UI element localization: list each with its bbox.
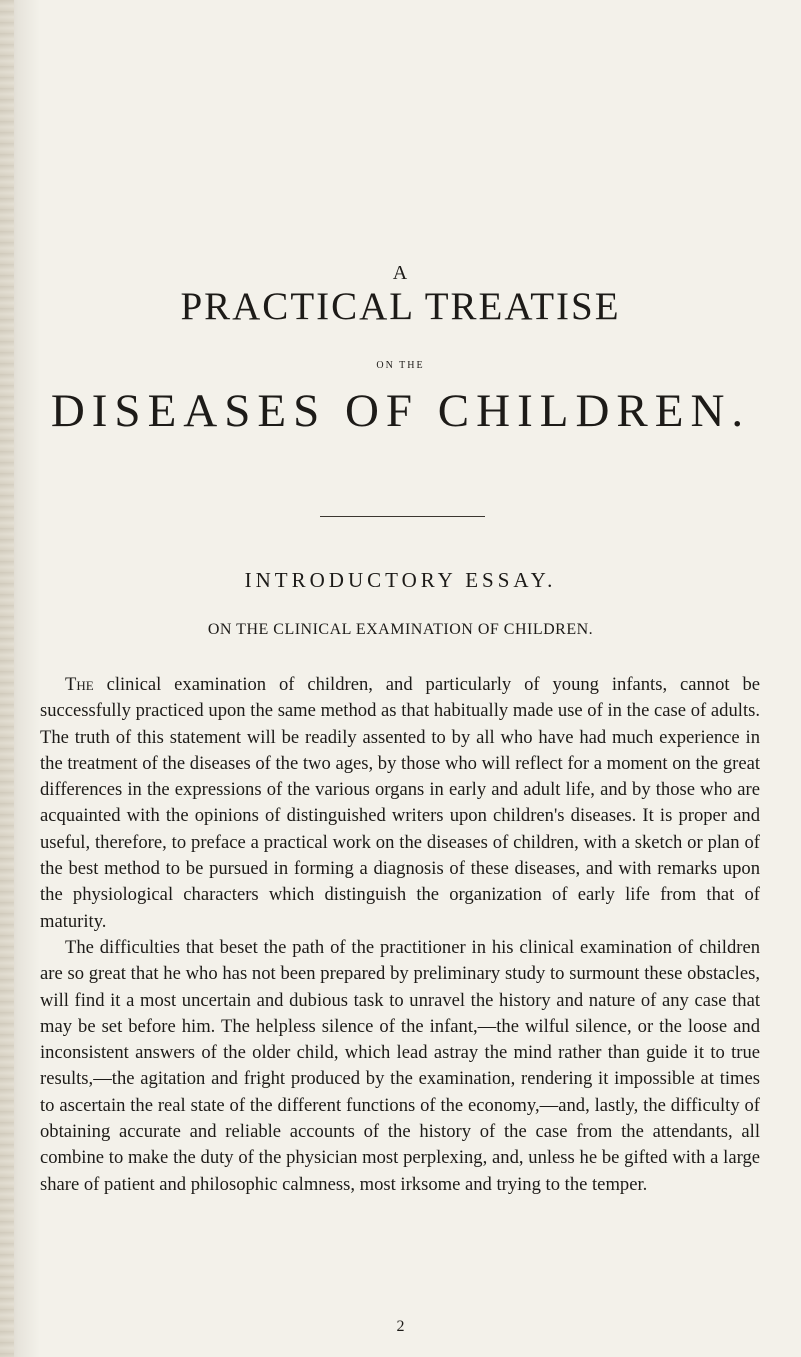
- essay-body: [40, 672, 760, 1198]
- page-number: 2: [396, 1318, 405, 1335]
- essay-heading: INTRODUCTORY ESSAY.: [244, 568, 557, 592]
- paragraph-1-text: clinical examination of children, and particularly of young infants, cannot be successfully practiced upon the same method as that habitually made use of in the case of adults. The truth of this statement will be readily assented to by all who have had much experience in the treatment of the diseases of the two ages, by those who will reflect for a moment on the great differences in the expressions of the various organs in early and adult life, and by those who are acquainted with the opinions of distinguished writers upon children's diseases. It is proper and useful, therefore, to preface a practical work on the diseases of children, with a sketch or plan of the best method to be pursued in forming a diagnosis of these diseases, and with remarks upon the physiological characters which distinguish the organization of early life from that of maturity.: [40, 674, 760, 932]
- paragraph-2: The difficulties that beset the path of the practitioner in his clinical examination of children are so great that he who has not been prepared by preliminary study to surmount these obstacles, will find it a most uncertain and dubious task to unravel the history and nature of any case that may be set before him. The helpless silence of the infant,—the wilful silence, or the loose and inconsistent answers of the older child, which lead astray the mind rather than guide it to true results,—the agitation and fright produced by the examination, rendering it impossible at times to ascertain the real state of the different functions of the economy,—and, lastly, the difficulty of obtaining accurate and reliable accounts of the history of the case from the attendants, all combine to make the duty of the physician most perplexing, and, unless he be gifted with a large share of patient and philosophic calmness, most irksome and trying to the temper.: [40, 936, 760, 1195]
- book-title: PRACTICAL TREATISE: [180, 285, 621, 328]
- title-divider: [320, 516, 485, 517]
- title-connector: ON THE: [376, 360, 425, 371]
- book-subject: DISEASES OF CHILDREN.: [50, 385, 751, 437]
- page-binding-shadow: [0, 0, 14, 1357]
- paragraph-1: [40, 672, 760, 935]
- title-article: A: [392, 262, 409, 284]
- essay-subheading: ON THE CLINICAL EXAMINATION OF CHILDREN.: [207, 621, 594, 638]
- paragraph-1-lead-word: The: [65, 674, 94, 695]
